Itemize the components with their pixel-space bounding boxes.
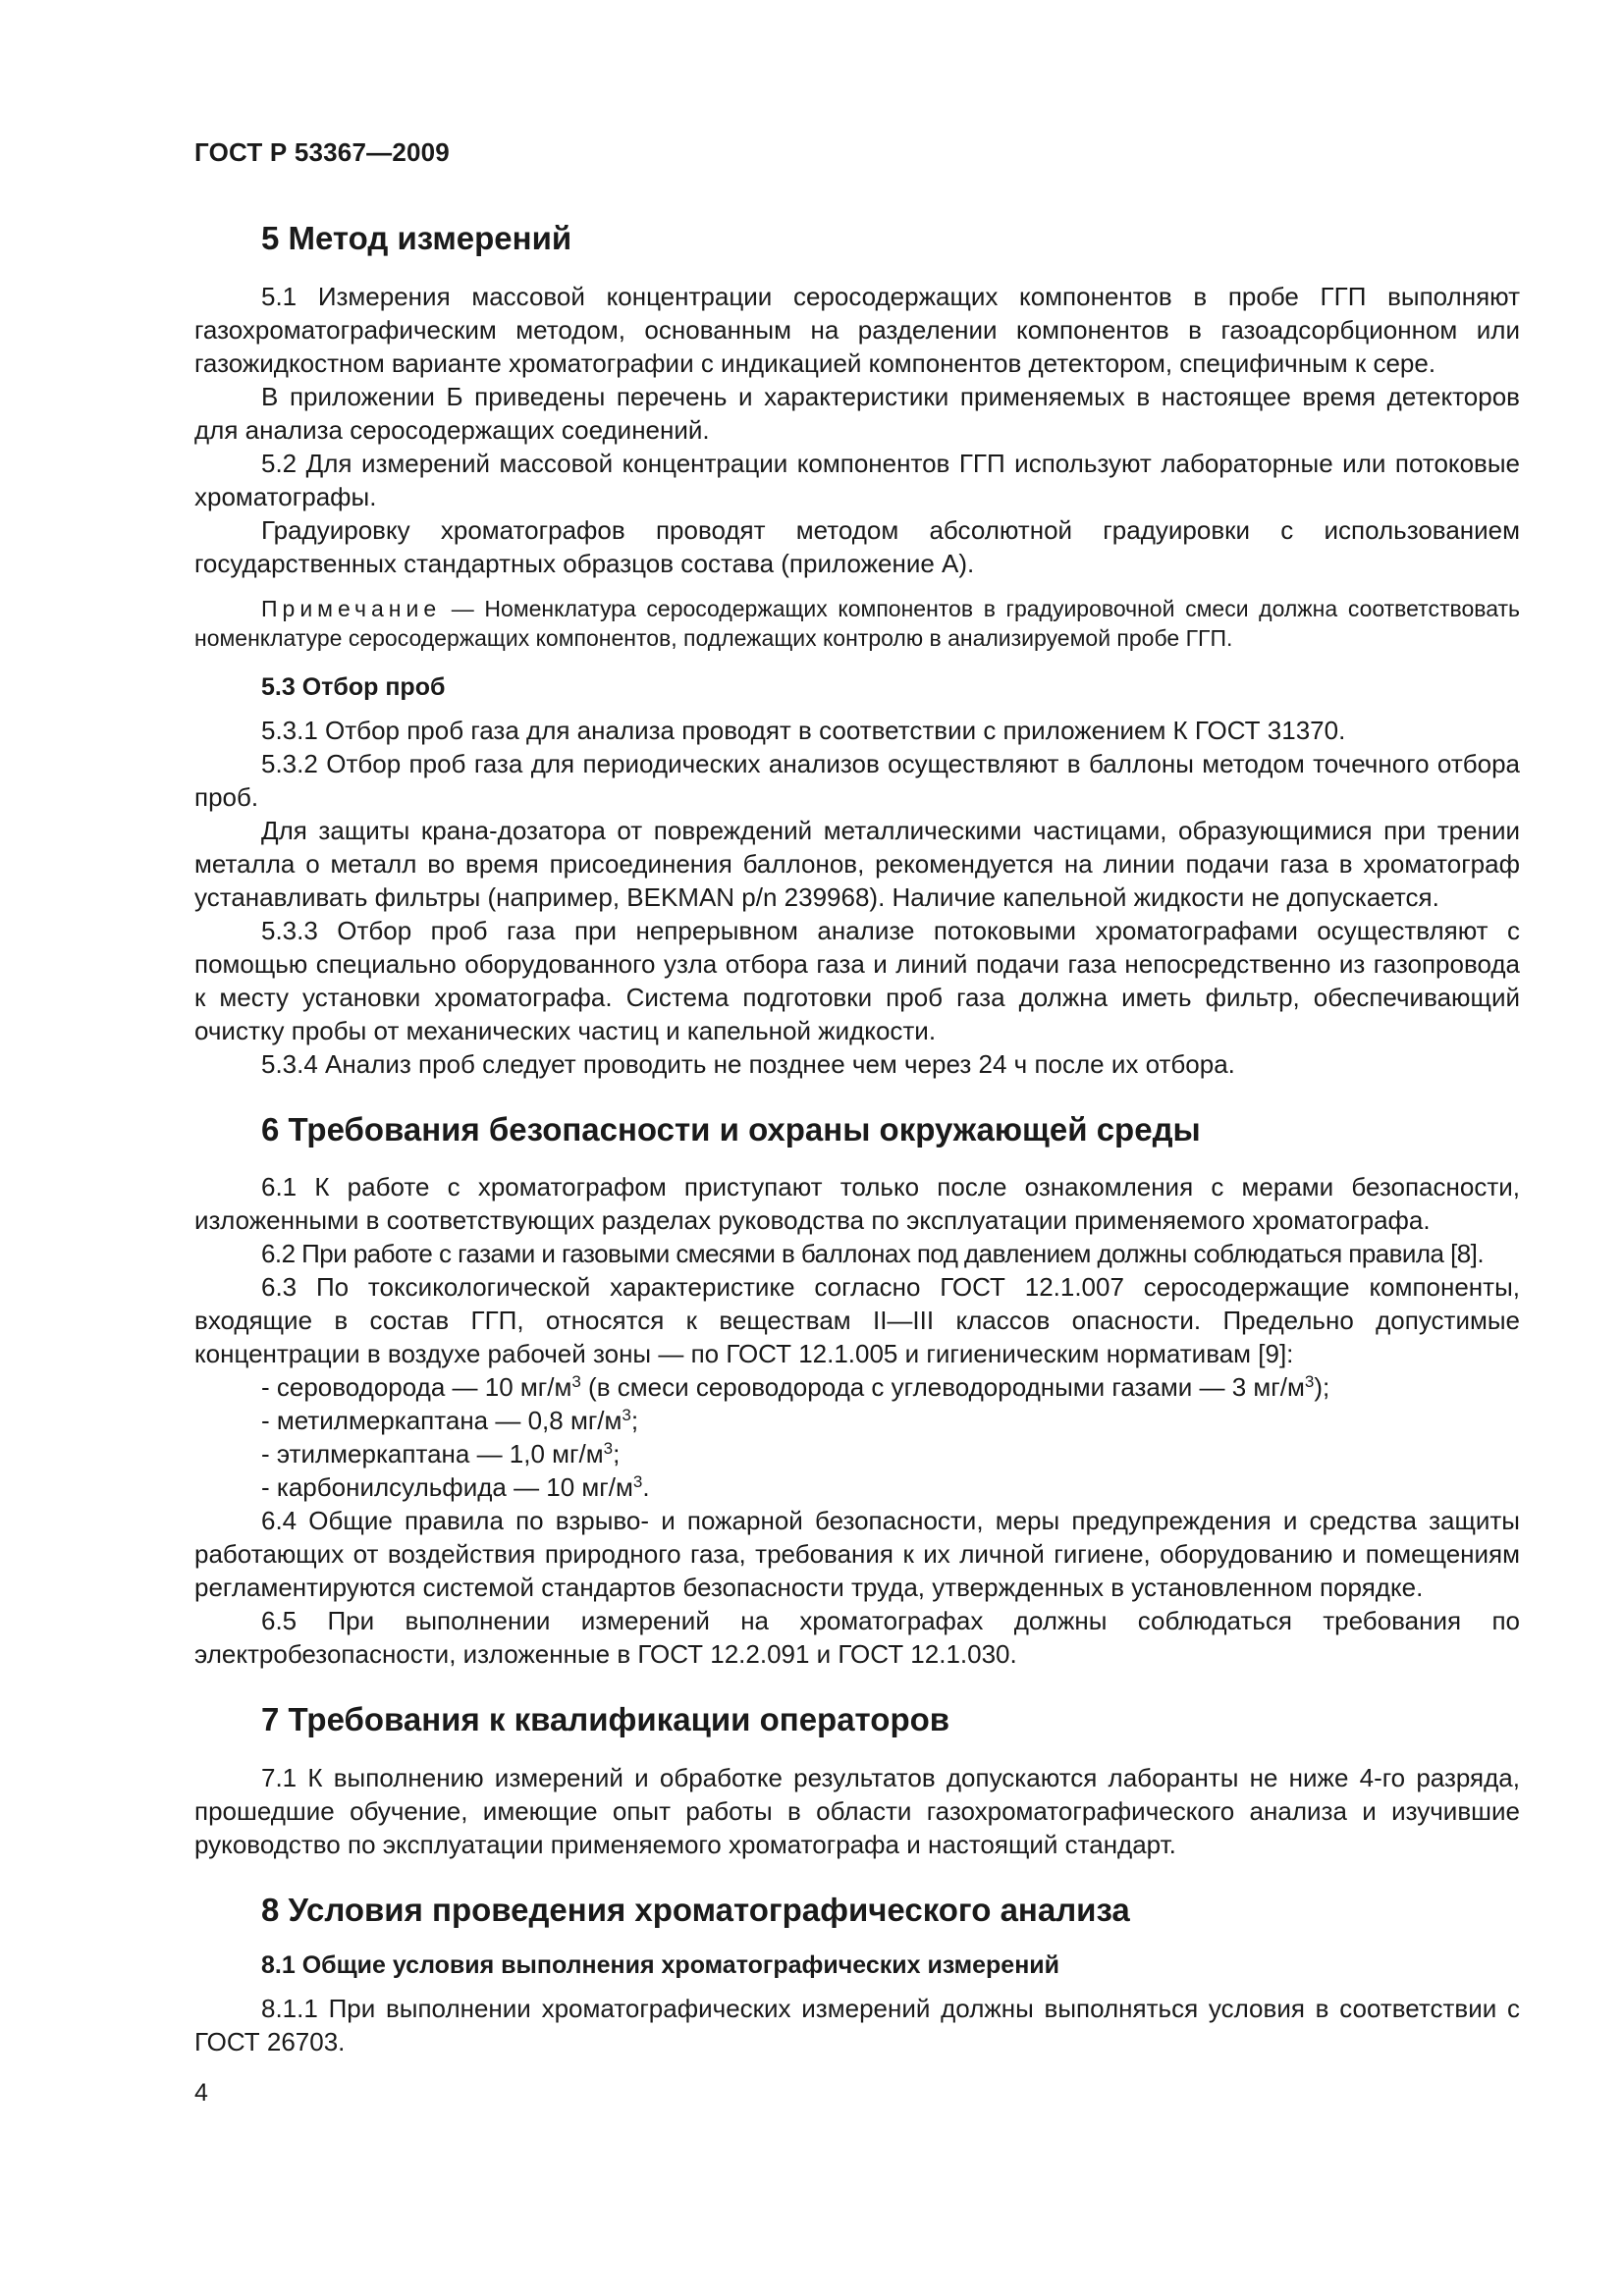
paragraph-6-2: 6.2 При работе с газами и газовыми смесями в баллонах под давлением должны соблюдаться правила [8]. bbox=[261, 1239, 1485, 1269]
section-5-title: 5 Метод измерений bbox=[261, 220, 572, 256]
paragraph-6-5: 6.5 При выполнении измерений на хроматографах должны соблюдаться требования по электробезопасности, изложенные в ГОСТ 12.2.091 и ГОСТ 12.1.030. bbox=[194, 1606, 1520, 1670]
section-8-title: 8 Условия проведения хроматографического анализа bbox=[261, 1891, 1130, 1928]
paragraph-5-2: 5.2 Для измерений массовой концентрации компонентов ГГП используют лабораторные или потоковые хроматографы. bbox=[194, 448, 1520, 511]
paragraph-6-1: 6.1 К работе с хроматографом приступают только после ознакомления с мерами безопасности, изложенными в соответствующих разделах руководства по эксплуатации применяемого хроматографа. bbox=[194, 1172, 1520, 1236]
paragraph-5-1: 5.1 Измерения массовой концентрации серосодержащих компонентов в пробе ГГП выполняют газохроматографическим методом, основанным на разделении компонентов в газоадсорбционном или газожидкостном варианте хроматографии с индикацией компонентов детектором, специфичным к сере. bbox=[194, 281, 1520, 378]
section-6-title: 6 Требования безопасности и охраны окружающей среды bbox=[261, 1110, 1201, 1148]
paragraph-6-4: 6.4 Общие правила по взрыво- и пожарной безопасности, меры предупреждения и средства защиты работающих от воздействия природного газа, требования к их личной гигиене, оборудованию и помещениям регламентируются системой стандартов безопасности труда, утвержденных в установленном порядке. bbox=[194, 1506, 1520, 1603]
paragraph-5-3-2-b: Для защиты крана-дозатора от повреждений металлическими частицами, образующимися при трении металла о металл во время присоединения баллонов, рекомендуется на линии подачи газа в хроматограф устанавливать фильтры (например, BEKMAN p/n 239968). Наличие капельной жидкости не допускается. bbox=[194, 815, 1520, 912]
limits-list bbox=[194, 1370, 1520, 1504]
page-number: 4 bbox=[194, 2079, 208, 2107]
document-header: ГОСТ Р 53367—2009 bbox=[194, 137, 450, 167]
section-7-title: 7 Требования к квалификации операторов bbox=[261, 1701, 950, 1738]
list-item: - сероводорода — 10 $мг/м^3$ (в смеси сероводорода с углеводородными газами — 3 $мг/м^3$); bbox=[261, 1372, 1330, 1403]
paragraph-6-3: 6.3 По токсикологической характеристике согласно ГОСТ 12.1.007 серосодержащие компоненты, входящие в состав ГГП, относятся к веществам II—III классов опасности. Предельно допустимые концентрации в воздухе рабочей зоны — по ГОСТ 12.1.005 и гигиеническим нормативам [9]: bbox=[194, 1272, 1520, 1369]
note-text: — Номенклатура серосодержащих компонентов в градуировочной смеси должна соответствовать номенклатуре серосодержащих компонентов, подлежащих контролю в анализируемой пробе ГГП. bbox=[194, 595, 1520, 651]
document-page bbox=[194, 137, 1520, 2058]
paragraph-5-3-2: 5.3.2 Отбор проб газа для периодических анализов осуществляют в баллоны методом точечного отбора проб. bbox=[194, 748, 1520, 812]
paragraph-5-3-4: 5.3.4 Анализ проб следует проводить не позднее чем через 24 ч после их отбора. bbox=[261, 1048, 1235, 1079]
paragraph-5-2-b: Градуировку хроматографов проводят методом абсолютной градуировки с использованием государственных стандартных образцов состава (приложение А). bbox=[194, 514, 1520, 578]
subsection-5-3-title: 5.3 Отбор проб bbox=[261, 672, 446, 701]
list-item: - метилмеркаптана — 0,8 $мг/м^3$; bbox=[261, 1406, 639, 1436]
list-item: - карбонилсульфида — 10 $мг/м^3$. bbox=[261, 1472, 650, 1503]
paragraph-8-1-1: 8.1.1 При выполнении хроматографических измерений должны выполняться условия в соответствии с ГОСТ 26703. bbox=[194, 1994, 1520, 2057]
note-label: Примечание bbox=[261, 595, 442, 621]
paragraph-5-3-1: 5.3.1 Отбор проб газа для анализа проводят в соответствии с приложением К ГОСТ 31370. bbox=[261, 715, 1346, 745]
list-item: - этилмеркаптана — 1,0 $мг/м^3$; bbox=[261, 1439, 621, 1469]
paragraph-7-1: 7.1 К выполнению измерений и обработке результатов допускаются лаборанты не ниже 4-го разряда, прошедшие обучение, имеющие опыт работы в области газохроматографического анализа и изучившие руководство по эксплуатации применяемого хроматографа и настоящий стандарт. bbox=[194, 1762, 1520, 1859]
subsection-8-1-title: 8.1 Общие условия выполнения хроматографических измерений bbox=[261, 1951, 1060, 1980]
paragraph-5-3-3: 5.3.3 Отбор проб газа при непрерывном анализе потоковыми хроматографами осуществляют с помощью специально оборудованного узла отбора газа и линий подачи газа непосредственно из газопровода к месту установки хроматографа. Система подготовки проб газа должна иметь фильтр, обеспечивающий очистку пробы от механических частиц и капельной жидкости. bbox=[194, 915, 1520, 1045]
paragraph-5-1-b: В приложении Б приведены перечень и характеристики применяемых в настоящее время детекторов для анализа серосодержащих соединений. bbox=[194, 381, 1520, 445]
note bbox=[194, 594, 1520, 653]
